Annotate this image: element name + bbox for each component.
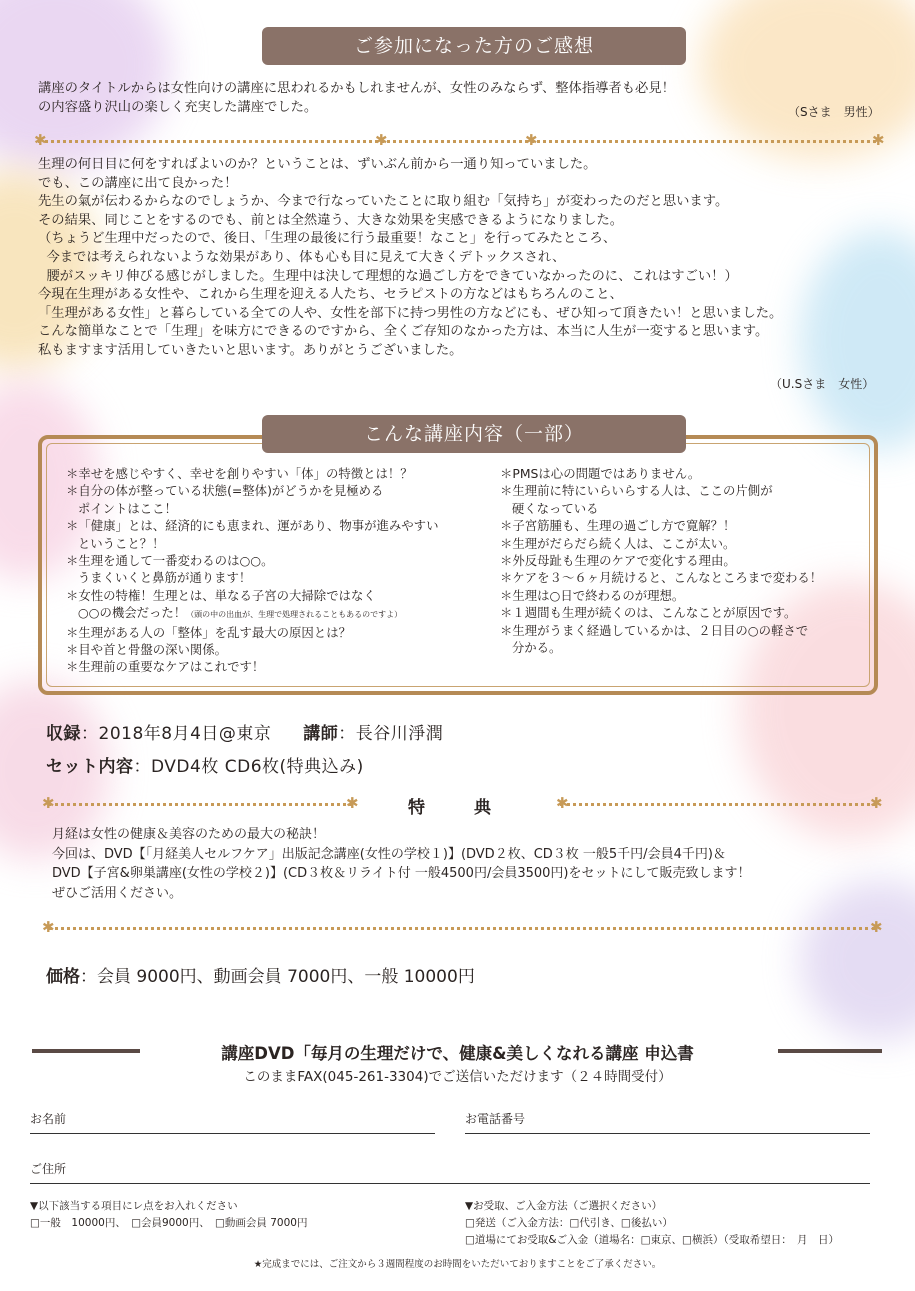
content-list-item: ＊外反母趾も生理のケアで変化する理由。: [500, 553, 736, 569]
footnote: ★完成までには、ご注文から３週間程度のお時間をいただいておりますことをご了承ください。: [253, 1259, 662, 1270]
content-list-item: ○○の機会だった！（頭の中の出血が、生理で処理されることもあるのですよ）: [66, 605, 403, 621]
set-value: ：DVD4枚 CD6枚(特典込み): [133, 757, 364, 777]
price-line: [46, 962, 475, 987]
content-list-right: [500, 465, 822, 656]
content-list-item: ＊子宮筋腫も、生理の過ごし方で寛解？！: [500, 518, 736, 534]
bonus-title: 特 典: [408, 798, 507, 818]
set-label: セット内容: [46, 757, 134, 777]
price-options[interactable]: □一般 10000円、 □会員9000円、 □動画会員 7000円: [30, 1217, 308, 1229]
review-2-signature: （U.Sさま 女性）: [770, 377, 875, 391]
content-note: （頭の中の出血が、生理で処理されることもあるのですよ）: [186, 610, 403, 620]
section-title-reviews: ご参加になった方のご感想: [262, 27, 686, 65]
content-list-item: ＊生理前に特にいらいらする人は、ここの片側が 硬くなっている: [500, 483, 773, 516]
form-title: 講座DVD「毎月の生理だけで、健康&美しくなれる講座 申込書: [221, 1044, 694, 1063]
star-ornament: ✱: [42, 918, 55, 936]
phone-label: お電話番号: [465, 1112, 526, 1126]
star-ornament: ✱: [346, 794, 359, 812]
content-list-item: ＊ケアを３～６ヶ月続けると、こんなところまで変わる！: [500, 570, 823, 586]
star-ornament: ✱: [525, 131, 538, 149]
content-list-item: ＊生理前の重要なケアはこれです！: [66, 659, 265, 675]
price-label: 価格: [46, 967, 80, 987]
set-info: [46, 752, 364, 777]
content-list-item: ＊PMSは心の問題ではありません。: [500, 466, 701, 481]
name-field[interactable]: [30, 1133, 435, 1134]
record-label: 収録: [46, 724, 81, 744]
divider: [48, 927, 876, 930]
star-ornament: ✱: [34, 131, 47, 149]
content-list-item: ＊生理がある人の「整体」を乱す最大の原因とは？: [66, 624, 351, 640]
content-list-item: ＊目や首と骨盤の深い関係。: [66, 642, 228, 658]
content-list-item: ＊幸せを感じやすく、幸せを創りやすい「体」の特徴とは！？: [66, 466, 413, 481]
phone-field[interactable]: [465, 1133, 870, 1134]
form-subtitle: このままFAX(045-261-3304)でご送信いただけます（２４時間受付）: [243, 1069, 672, 1085]
divider: [38, 140, 876, 143]
address-field[interactable]: [30, 1183, 870, 1184]
address-label: ご住所: [30, 1162, 67, 1176]
star-ornament: ✱: [872, 131, 885, 149]
payment-option-delivery[interactable]: □発送（ご入金方法：□代引き、□後払い）: [465, 1217, 673, 1229]
star-ornament: ✱: [375, 131, 388, 149]
content-list-item: ＊自分の体が整っている状態(=整体)がどうかを見極める ポイントはここ！: [66, 483, 384, 516]
section-title-contents: こんな講座内容（一部）: [262, 415, 686, 453]
bonus-text: 月経は女性の健康＆美容のための最大の秘訣！ 今回は、DVD【「月経美人セルフケア」出版記念講座(女性の学校１)】(DVD２枚、CD３枚 一般5千円/会員4千円)＆ DVD【子宮&卵巣講座(女性の学校２)】(CD３枚＆リライト付 一般4500円/会員3500円)をセットにして販売致します！ ぜひご活用ください。: [52, 827, 751, 901]
record-value: ：2018年8月4日@東京: [81, 724, 272, 744]
content-list-item: ＊生理を通して一番変わるのは○○。 うまくいくと鼻筋が通ります！: [66, 553, 274, 586]
star-ornament: ✱: [556, 794, 569, 812]
review-2-text: 生理の何日目に何をすればよいのか？ということは、ずいぶん前から一通り知っていました。 でも、この講座に出て良かった！ 先生の氣が伝わるからなのでしょうか、今まで行なっていたことに取り組む「気持ち」が変わったのだと思います。 その結果、同じことをするのでも、前とは全然違う、大きな効果を実感できるようになりました。 （ちょうど生理中だったので、後日、「生理の最後に行う最重要！なこと」を行ってみたところ、 今までは考えられないような効果があり、体も心も目に見えて大きくデトックスされ、 腰がスッキリ伸びる感じがしました。生理中は決して理想的な過ごし方をできていなかったのに、これはすごい！） 今現在生理がある女性や、これから生理を迎える人たち、セラピストの方などはもちろんのこと、 「生理がある女性」と暮らしている全ての人や、女性を部下に持つ男性の方などにも、ぜひ知って頂きたい！と思いました。 こんな簡単なことで「生理」を味方にできるのですから、全くご存知のなかった方は、本当に人生が一変すると思います。 私もますます活用していきたいと思います。ありがとうございました。: [38, 157, 783, 358]
review-1-text: 講座のタイトルからは女性向けの講座に思われるかもしれませんが、女性のみならず、整体指導者も必見！ の内容盛り沢山の楽しく充実した講座でした。: [38, 81, 675, 115]
record-info: [46, 719, 443, 744]
content-list-item: ＊生理がだらだら続く人は、ここが太い。: [500, 535, 736, 551]
payment-heading: ▼お受取、ご入金方法（ご選択ください）: [465, 1200, 663, 1212]
star-ornament: ✱: [870, 794, 883, 812]
price-value: ：会員 9000円、動画会員 7000円、一般 10000円: [80, 967, 475, 987]
star-ornament: ✱: [870, 918, 883, 936]
teacher-value: ：長谷川淨潤: [338, 724, 444, 744]
content-list-item: ＊生理は○日で終わるのが理想。: [500, 587, 685, 603]
content-list-item: ＊女性の特権！生理とは、単なる子宮の大掃除ではなく: [66, 587, 376, 603]
teacher-label: 講師: [303, 724, 339, 744]
check-heading: ▼以下該当する項目にレ点をお入れください: [30, 1200, 238, 1212]
content-list-item: ＊生理がうまく経過しているかは、２日目の○の軽さで 分かる。: [500, 622, 809, 656]
review-1-signature: （Sさま 男性）: [788, 105, 880, 119]
name-label: お名前: [30, 1112, 67, 1126]
content-list-item: ＊「健康」とは、経済的にも恵まれ、運があり、物事が進みやすい ということ？！: [66, 518, 439, 551]
content-list-left: [66, 465, 438, 676]
star-ornament: ✱: [42, 794, 55, 812]
payment-option-pickup[interactable]: □道場にてお受取&ご入金（道場名：□東京、□横浜）（受取希望日： 月 日）: [465, 1234, 839, 1246]
content-list-item: ＊１週間も生理が続くのは、こんなことが原因です。: [500, 605, 797, 621]
